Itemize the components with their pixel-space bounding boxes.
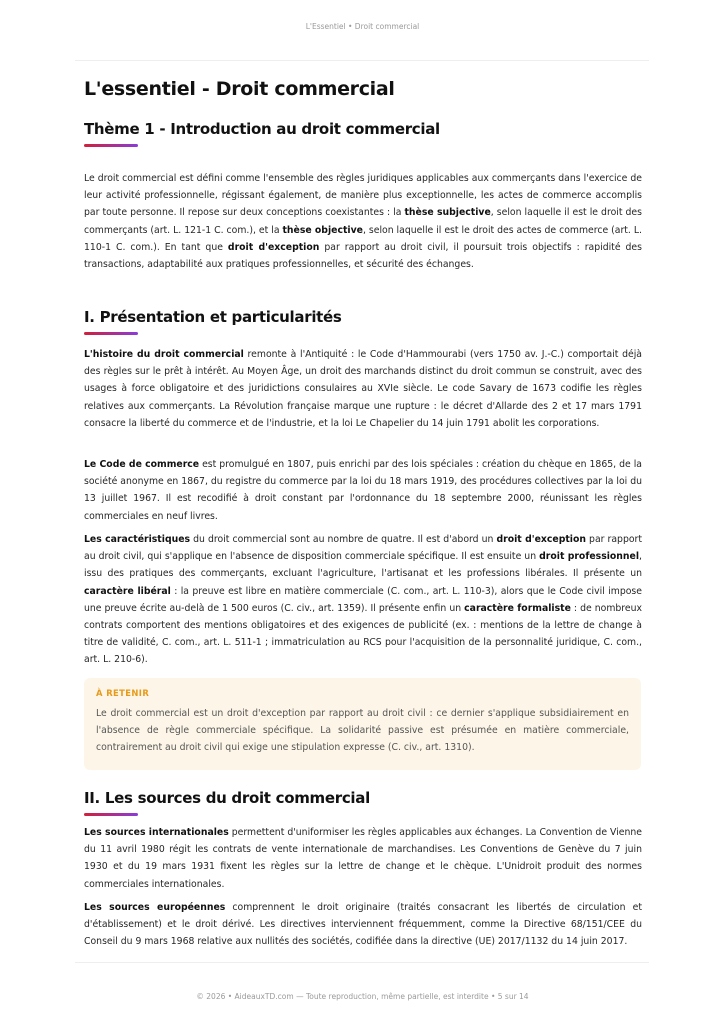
history-paragraph — [84, 346, 642, 432]
footer-divider — [75, 962, 649, 963]
bold-term: Les sources européennes — [84, 902, 226, 913]
text-run: permettent d'uniformiser les règles applicables aux échanges. La Convention de Vienne du 11 avril 1980 régit les contrats de vente internationale de marchandises. Les Conventions de Genève du 7 juin 1930 et du 19 mars 1931 fixent les règles sur la lettre de change et le chèque. L'Unidroit produit des normes commerciales internationales. — [84, 827, 642, 890]
text-run: , issu des pratiques des commerçants, excluant l'agriculture, l'artisanat et les professions libérales. Il présente un — [84, 551, 643, 580]
text-run: remonte à l'Antiquité : le Code d'Hammourabi (vers 1750 av. J.-C.) comportait déjà des règles sur le prêt à intérêt. Au Moyen Âge, un droit des marchands distinct du droit commun se construit, avec des usages à force obligatoire et des juridictions consulaires au XVIe siècle. Le code Savary de 1673 codifie les règles relatives aux commerçants. La Révolution française marque une rupture : le décret d'Allarde des 2 et 17 mars 1791 consacre la liberté du commerce et de l'industrie, et la loi Le Chapelier du 14 juin 1791 abolit les corporations. — [84, 349, 642, 429]
text-run: du droit commercial sont au nombre de quatre. Il est d'abord un — [190, 534, 497, 545]
characteristics-paragraph — [84, 531, 642, 669]
european-sources-paragraph — [84, 899, 642, 951]
text-run: , selon laquelle il est le droit des actes de commerce (art. L. 110-1 C. com.). En tant que — [84, 224, 642, 253]
international-sources-paragraph — [84, 824, 642, 893]
text-run: comprennent le droit originaire (traités consacrant les libertés de circulation et d'établissement) et le droit dérivé. Les directives interviennent fréquemment, comme la Directive 68/151/CEE du Conseil du 9 mars 1968 relative aux nullités des sociétés, codifiée dans la directive (UE) 2017/1132 du 14 juin 2017. — [84, 902, 642, 948]
theme-title: Thème 1 - Introduction au droit commercial — [84, 120, 440, 138]
code-paragraph — [84, 456, 642, 525]
section-2-title: II. Les sources du droit commercial — [84, 789, 370, 807]
bold-term: L'histoire du droit commercial — [84, 349, 244, 360]
text-run: Le droit commercial est défini comme l'ensemble des règles juridiques applicables aux commerçants dans l'exercice de leur activité professionnelle, régissant également, de manière plus exceptionnelle, les actes de commerce accomplis par toute personne. Il repose sur deux conceptions coexistantes : la — [84, 173, 642, 219]
header-divider — [75, 60, 649, 61]
bold-term: thèse objective — [282, 224, 363, 236]
text-run: est promulgué en 1807, puis enrichi par des lois spéciales : création du chèque en 1865, de la société anonyme en 1867, du registre du commerce par la loi du 18 mars 1919, des procédures collectives par la loi du 13 juillet 1967. Il est recodifié à droit constant par l'ordonnance du 18 septembre 2000, réunissant les règles commerciales en neuf livres. — [84, 459, 642, 522]
intro-block — [84, 170, 642, 273]
document-title: L'essentiel - Droit commercial — [84, 78, 395, 100]
bold-term: droit d'exception — [496, 534, 586, 545]
section-2-heading — [84, 789, 642, 816]
bold-term: droit d'exception — [227, 241, 320, 253]
section-1-p1-block — [84, 346, 642, 432]
text-run: , selon laquelle il est le droit des commerçants (art. L. 121-1 C. com.), et la — [84, 207, 642, 236]
bold-term: droit professionnel — [539, 551, 640, 563]
section-1-title: I. Présentation et particularités — [84, 308, 342, 326]
callout-title: À RETENIR — [96, 688, 150, 698]
heading-accent-bar — [84, 332, 138, 335]
section-1-p3-block — [84, 531, 642, 669]
bold-term: Le Code de commerce — [84, 459, 200, 470]
running-header: L'Essentiel • Droit commercial — [305, 22, 420, 31]
bold-term: caractère libéral — [84, 585, 171, 597]
heading-accent-bar — [84, 144, 138, 147]
text-run: par rapport au droit civil, il poursuit trois objectifs : rapidité des transactions, adaptabilité aux pratiques professionnelles, et sécurité des échanges. — [84, 241, 642, 271]
callout-text: Le droit commercial est un droit d'exception par rapport au droit civil : ce dernier s'applique subsidiairement en l'absence de règle commerciale spécifique. La solidarité passive est présumée en matière commerciale, contrairement au droit civil qui exige une stipulation expresse (C. civ., art. 1310). — [96, 708, 629, 754]
page-content — [84, 78, 642, 100]
bold-term: Les caractéristiques — [84, 534, 191, 545]
intro-paragraph — [84, 170, 642, 273]
heading-accent-bar — [84, 813, 138, 816]
bold-term: Les sources internationales — [84, 827, 229, 838]
section-2-p1-block — [84, 824, 642, 893]
text-run: : la preuve est libre en matière commerciale (C. com., art. L. 110-3), alors que le Code civil impose une preuve écrite au-delà de 1 500 euros (C. civ., art. 1359). Il présente enfin un — [84, 585, 642, 614]
text-run: par rapport au droit civil, qui s'applique en l'absence de disposition commerciale spécifique. Il est ensuite un — [84, 534, 643, 563]
section-1-p2-block — [84, 456, 642, 525]
text-run: : de nombreux contrats comportent des mentions obligatoires et des exigences de publicité (ex. : mentions de la lettre de change à titre de validité, C. com., art. L. 511-1 ; immatriculation au RCS pour l'acquisition de la personnalité juridique, C. com., art. L. 210-6). — [84, 602, 643, 666]
bold-term: caractère formaliste — [464, 602, 571, 614]
key-takeaway-box — [84, 678, 641, 770]
theme-heading — [84, 120, 642, 147]
bold-term: thèse subjective — [404, 207, 491, 219]
section-1-heading — [84, 308, 642, 335]
section-2-p2-block — [84, 899, 642, 951]
page-footer: © 2026 • AideauxTD.com — Toute reproduction, même partielle, est interdite • 5 sur 14 — [196, 992, 529, 1001]
